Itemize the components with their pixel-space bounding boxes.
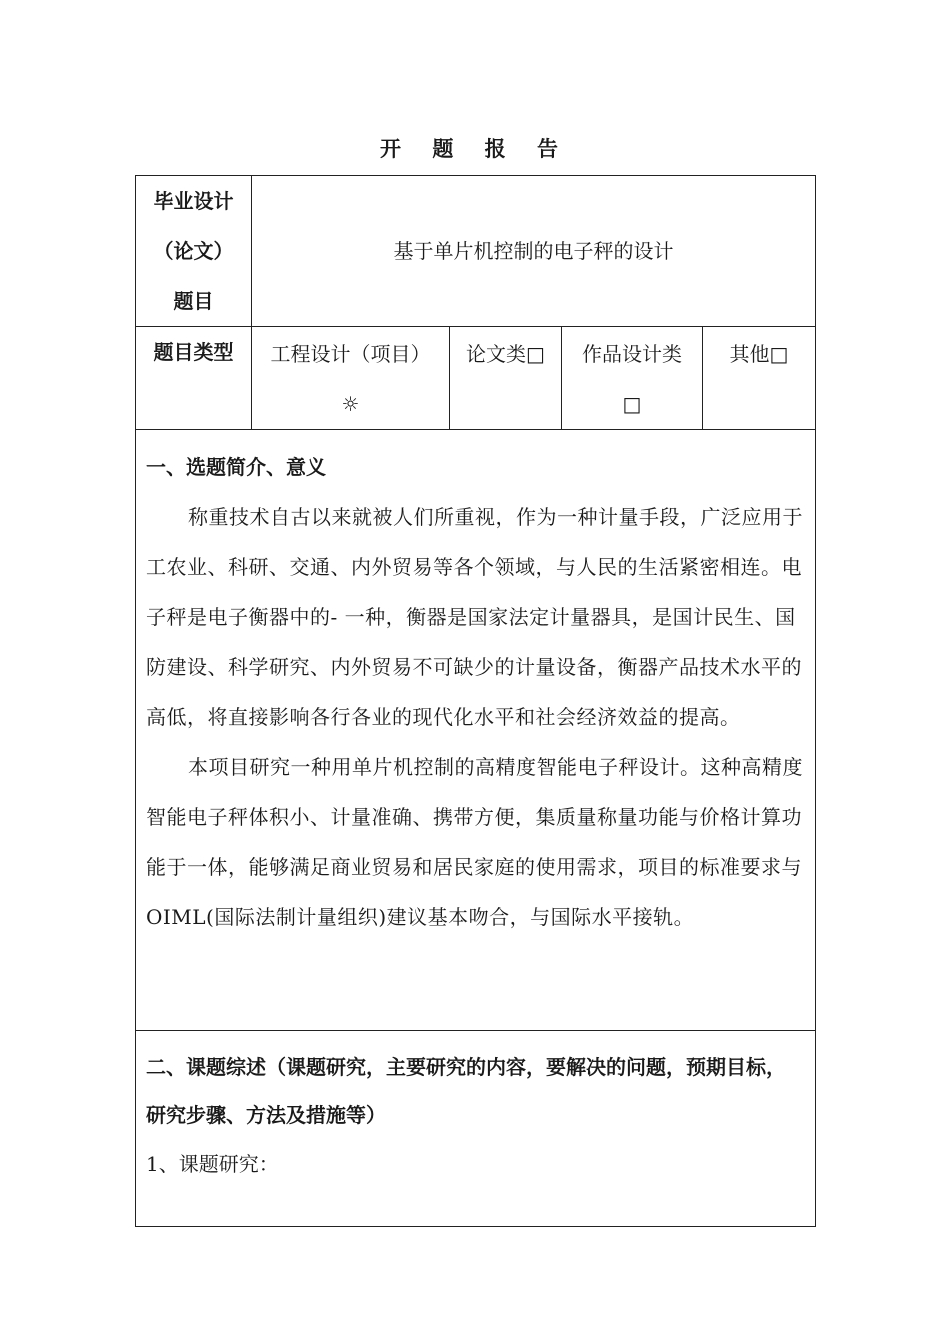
type-option-engineering	[252, 327, 450, 430]
section1-row	[136, 430, 816, 1031]
type-option-other	[703, 327, 816, 430]
section1-cell	[136, 430, 816, 1031]
type-option-thesis	[450, 327, 562, 430]
page-title: 开 题 报 告	[380, 136, 570, 161]
topic-label-line2: （论文）	[153, 239, 234, 263]
topic-label-line3: 题目	[173, 289, 214, 313]
type-option-engineering-label: 工程设计（项目）	[270, 342, 431, 366]
topic-row	[136, 176, 816, 327]
topic-value-cell	[252, 176, 816, 327]
topic-value: 基于单片机控制的电子秤的设计	[393, 239, 674, 263]
section1-paragraph-2: 本项目研究一种用单片机控制的高精度智能电子秤设计。这种高精度智能电子秤体积小、计量准确、携带方便，集质量称量功能与价格计算功能于一体，能够满足商业贸易和居民家庭的使用需求，项目的标准要求与OIML(国际法制计量组织)建议基本吻合，与国际水平接轨。	[146, 755, 803, 929]
type-row	[136, 327, 816, 430]
type-option-other-label: 其他□	[729, 342, 789, 366]
section1-paragraph-1: 称重技术自古以来就被人们所重视，作为一种计量手段，广泛应用于工农业、科研、交通、内外贸易等各个领域，与人民的生活紧密相连。电子秤是电子衡器中的- 一种，衡器是国家法定计量器具，是国计民生、国防建设、科学研究、内外贸易不可缺少的计量设备，衡器产品技术水平的高低，将直接影响各行各业的现代化水平和社会经济效益的提高。	[146, 505, 803, 729]
section2-heading: 二、课题综述（课题研究，主要研究的内容，要解决的问题，预期目标，研究步骤、方法及措施等）	[146, 1055, 786, 1127]
section2-item-1: 1、课题研究：	[146, 1152, 279, 1176]
topic-label-cell	[136, 176, 252, 327]
type-option-work-design-label: 作品设计类	[582, 342, 682, 366]
type-label-cell	[136, 327, 252, 430]
topic-label-line1: 毕业设计	[153, 189, 234, 213]
type-option-engineering-mark: ☼	[341, 392, 360, 416]
type-option-work-design	[562, 327, 703, 430]
type-option-work-design-mark: □	[622, 392, 642, 416]
type-label: 题目类型	[153, 340, 234, 364]
report-table	[135, 175, 816, 1227]
section2-row	[136, 1031, 816, 1227]
type-option-thesis-label: 论文类□	[466, 342, 545, 366]
section2-cell	[136, 1031, 816, 1227]
section1-heading: 一、选题简介、意义	[146, 455, 326, 479]
